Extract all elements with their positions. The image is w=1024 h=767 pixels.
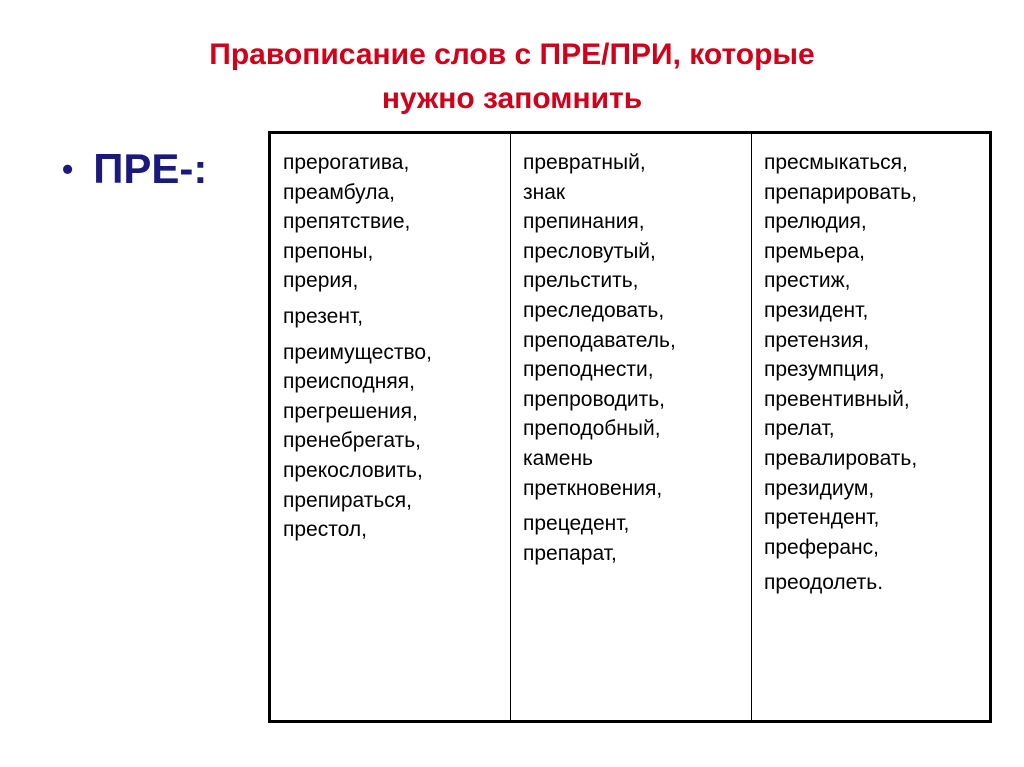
word-item: превентивный, (764, 387, 910, 411)
word-item: претензия, (764, 328, 870, 352)
word-item: президент, (764, 298, 869, 322)
word-item: преподнести, (523, 358, 654, 382)
word-item: презумпция, (764, 358, 885, 382)
word-item: преисподняя, (283, 370, 415, 394)
word-item: превалировать, (764, 446, 918, 470)
word-item: знак (523, 180, 566, 204)
prefix-bullet (62, 145, 208, 192)
word-item: пресловутый, (523, 239, 656, 263)
word-item: президиум, (764, 476, 875, 500)
word-item: препарировать, (764, 180, 918, 204)
word-item: премьера, (764, 239, 865, 263)
word-item: пренебрегать, (283, 429, 421, 453)
word-item: преферанс, (764, 535, 879, 559)
word-item: прегрешения, (283, 399, 418, 423)
word-item: преамбула, (283, 180, 395, 204)
word-item: преследовать, (523, 298, 665, 322)
word-item: презент, (283, 304, 364, 328)
word-item: препятствие, (283, 210, 411, 234)
word-item: препоны, (283, 239, 374, 263)
word-table (268, 131, 992, 723)
word-item: прецедент, (523, 512, 630, 536)
word-item: претендент, (764, 506, 880, 530)
prefix-label: ПРЕ-: (93, 145, 208, 192)
word-item: преподобный, (523, 417, 661, 441)
page-title-line-1: Правописание слов с ПРЕ/ПРИ, которые (209, 38, 815, 71)
word-item: пресмыкаться, (764, 151, 908, 174)
word-item: престол, (283, 518, 367, 542)
word-item: камень (523, 446, 593, 470)
word-item: преимущество, (283, 340, 432, 364)
word-item: прелюдия, (764, 210, 867, 234)
word-item: прекословить, (283, 458, 423, 482)
word-item: прельстить, (523, 269, 639, 293)
word-item: прерогатива, (283, 151, 410, 174)
word-item: престиж, (764, 269, 851, 293)
word-item: преодолеть. (764, 571, 884, 595)
word-item: преткновения, (523, 476, 663, 500)
bullet-dot-icon: • (62, 151, 74, 187)
word-item: прерия, (283, 269, 359, 293)
word-item: препинания, (523, 210, 645, 234)
word-column-1 (271, 134, 511, 720)
word-item: прелат, (764, 417, 835, 441)
page-title-line-2: нужно запомнить (381, 82, 643, 115)
word-item: препарат, (523, 541, 617, 565)
word-item: препираться, (283, 488, 412, 512)
word-item: препроводить, (523, 387, 665, 411)
word-item: превратный, (523, 151, 646, 174)
word-column-3 (752, 134, 989, 720)
word-item: преподаватель, (523, 328, 676, 352)
word-column-2 (511, 134, 752, 720)
